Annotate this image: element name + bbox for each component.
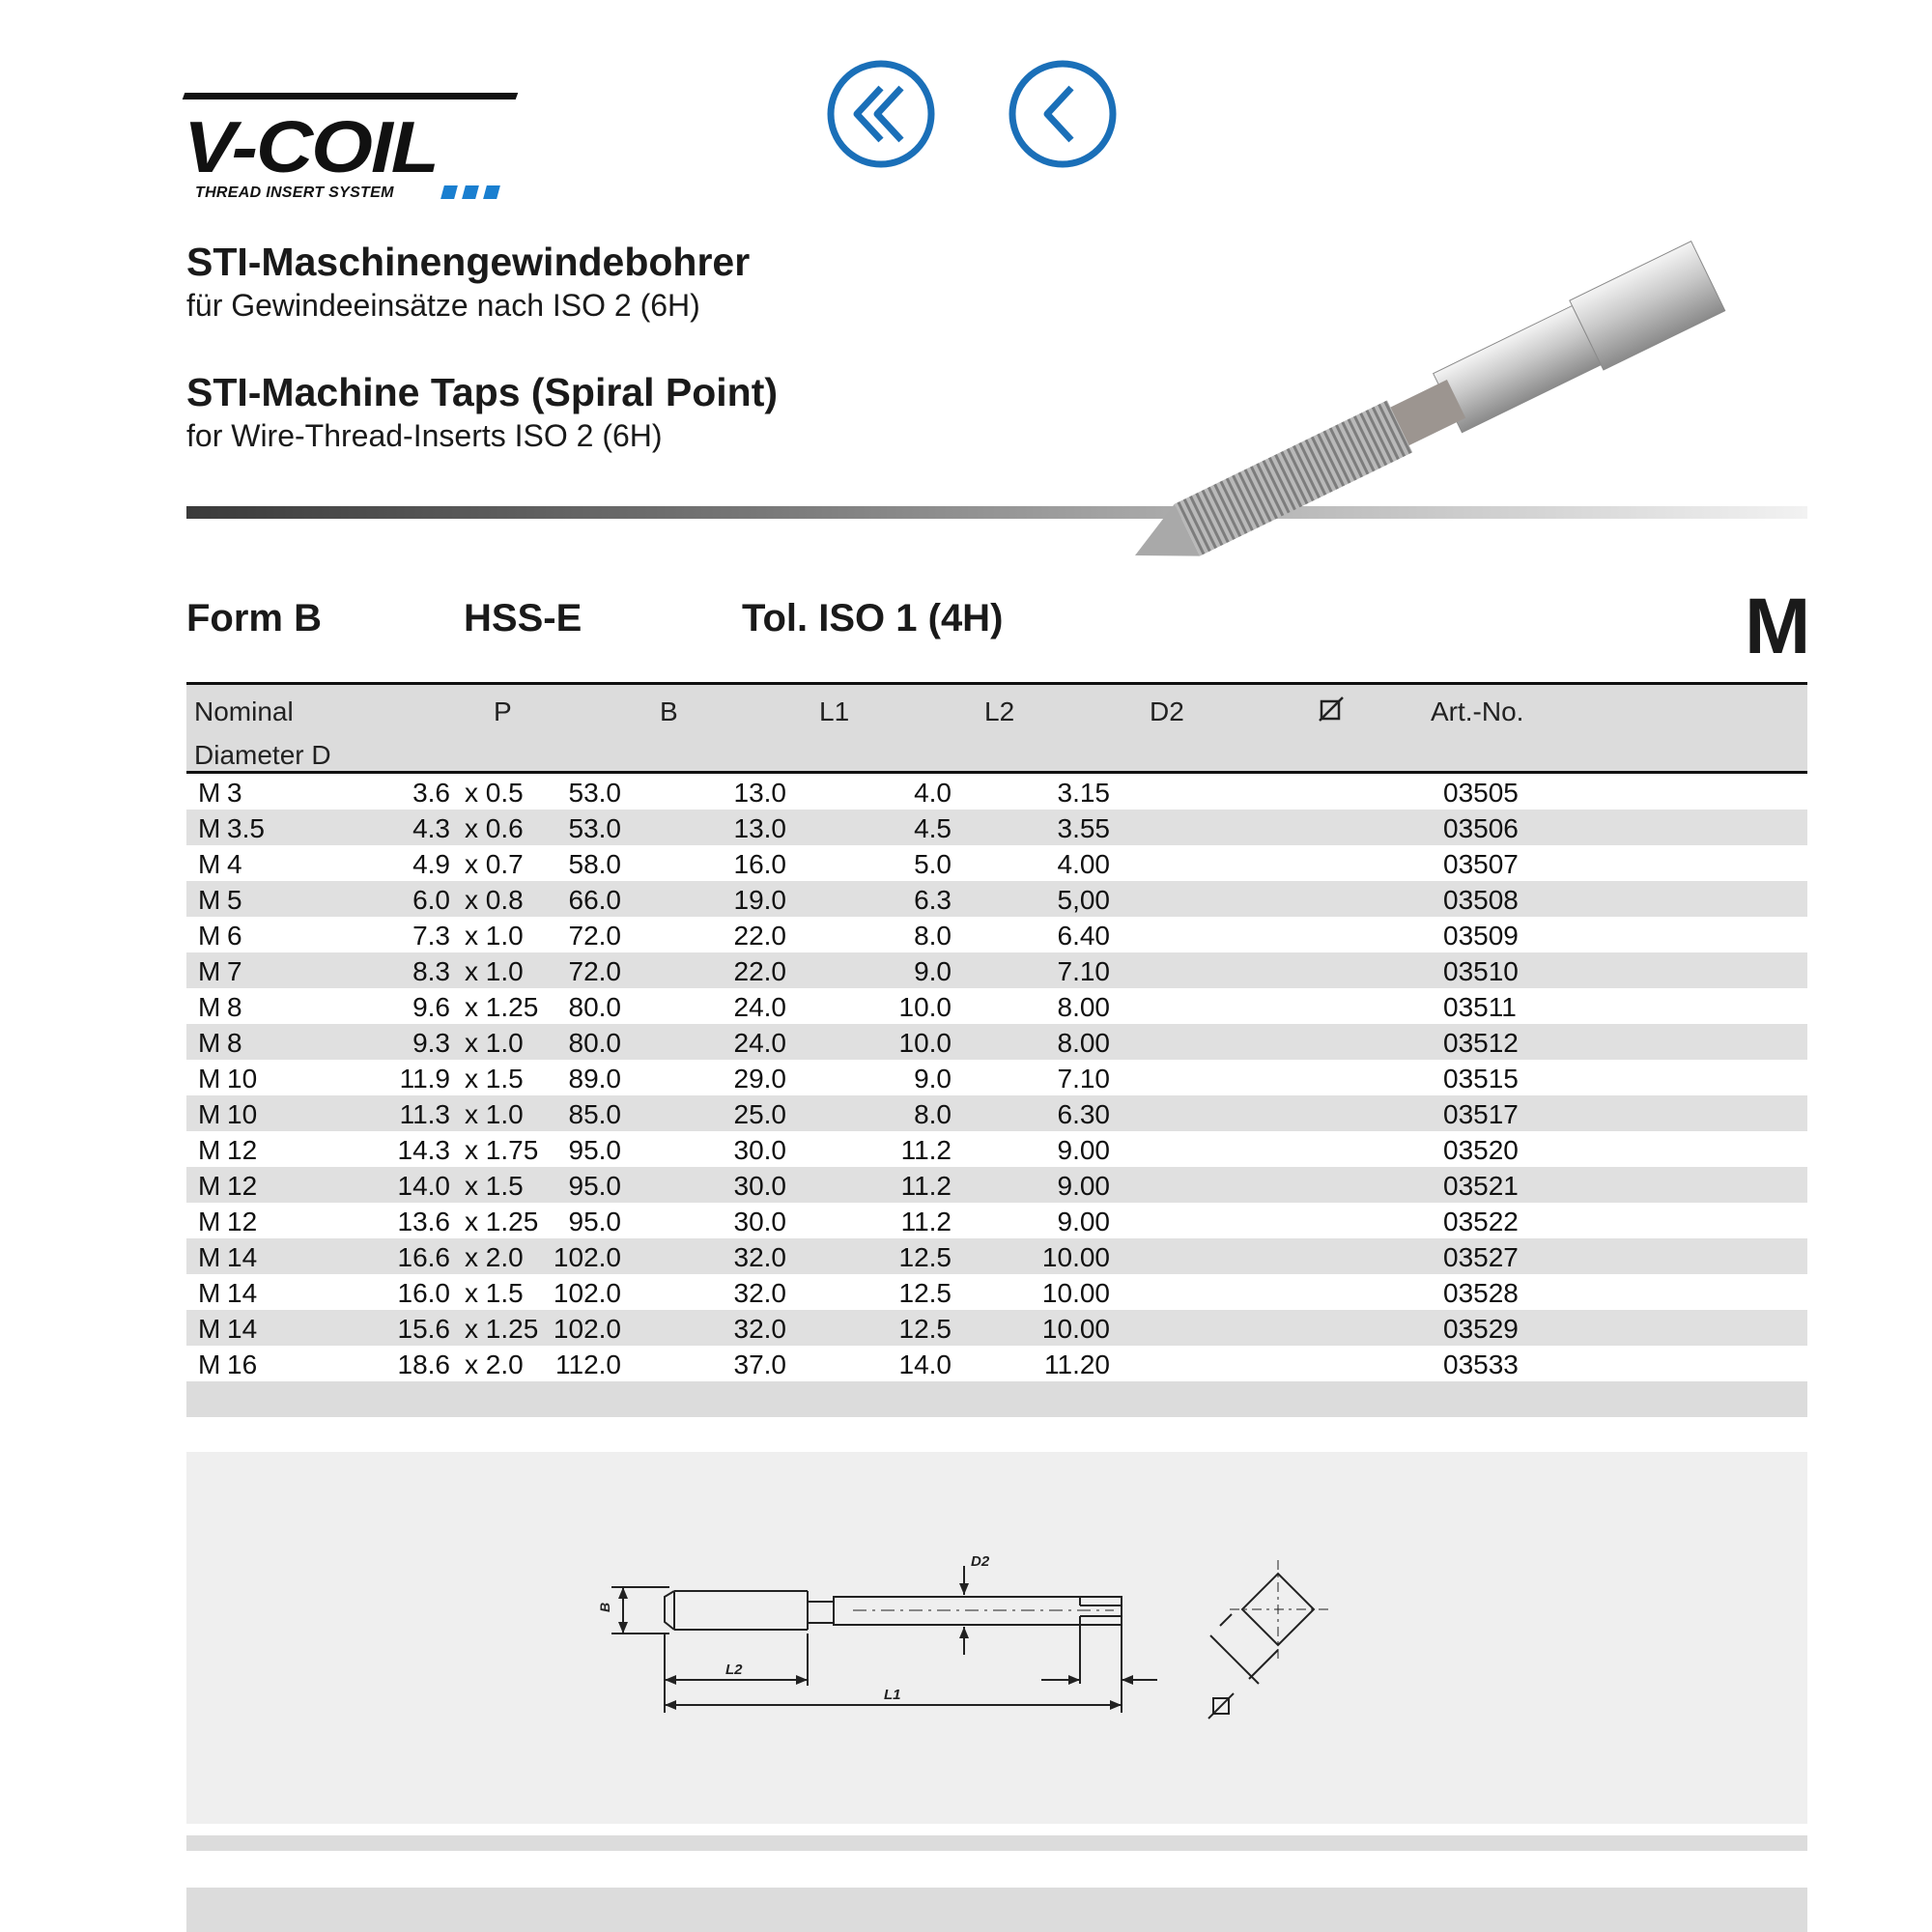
title-german: STI-Maschinengewindebohrer — [186, 240, 751, 284]
header-diameter: Diameter D — [194, 740, 331, 770]
logo-tagline: THREAD INSERT SYSTEM — [195, 185, 394, 201]
cell-b: 14.3 — [397, 1135, 450, 1165]
cell-b: 4.9 — [412, 849, 450, 879]
cell-pitch: x 1.0 — [465, 921, 524, 951]
cell-d2: 5.0 — [914, 849, 952, 879]
cell-l2: 22.0 — [733, 956, 786, 986]
cell-square: 8.00 — [1057, 1028, 1110, 1058]
cell-l2: 32.0 — [733, 1314, 786, 1344]
cell-l2: 24.0 — [733, 992, 786, 1022]
cell-square: 9.00 — [1057, 1135, 1110, 1165]
cell-b: 13.6 — [397, 1207, 450, 1236]
cell-art-no: 03508 — [1443, 885, 1519, 915]
cell-pitch: x 0.5 — [465, 778, 524, 808]
table-row — [186, 917, 1807, 952]
cell-pitch: x 1.25 — [465, 1207, 539, 1236]
drawing-label-l1: L1 — [884, 1687, 901, 1703]
spec-material: HSS-E — [464, 597, 582, 639]
cell-diameter: 4 — [227, 849, 242, 879]
cell-l2: 16.0 — [733, 849, 786, 879]
cell-l1: 95.0 — [568, 1135, 621, 1165]
table-row — [186, 1131, 1807, 1167]
header-p: P — [494, 696, 512, 726]
cell-d2: 8.0 — [914, 1099, 952, 1129]
drawing-label-l2: L2 — [725, 1662, 743, 1678]
cell-m: M — [198, 849, 221, 879]
cell-d2: 10.0 — [898, 1028, 952, 1058]
cell-m: M — [198, 885, 221, 915]
cell-d2: 11.2 — [900, 1207, 952, 1236]
cell-b: 14.0 — [397, 1171, 450, 1201]
logo-squares — [442, 185, 498, 199]
header-l2: L2 — [984, 696, 1015, 726]
cell-diameter: 14 — [227, 1278, 258, 1308]
cell-l1: 58.0 — [568, 849, 621, 879]
cell-pitch: x 2.0 — [465, 1350, 524, 1379]
cell-square: 5,00 — [1057, 885, 1110, 915]
previous-page-button[interactable] — [1008, 59, 1118, 169]
cell-pitch: x 1.25 — [465, 1314, 539, 1344]
cell-square: 11.20 — [1044, 1350, 1110, 1379]
cell-l1: 80.0 — [568, 1028, 621, 1058]
cell-m: M — [198, 813, 221, 843]
cell-m: M — [198, 992, 221, 1022]
cell-l1: 102.0 — [553, 1278, 621, 1308]
first-page-button[interactable] — [826, 59, 936, 169]
table-row — [186, 1203, 1807, 1238]
cell-l1: 102.0 — [553, 1314, 621, 1344]
cell-m: M — [198, 1171, 221, 1201]
cell-art-no: 03528 — [1443, 1278, 1519, 1308]
cell-square: 9.00 — [1057, 1171, 1110, 1201]
cell-b: 4.3 — [412, 813, 450, 843]
cell-pitch: x 1.0 — [465, 1099, 524, 1129]
table-row — [186, 1024, 1807, 1060]
table-row — [186, 1060, 1807, 1095]
cell-l1: 95.0 — [568, 1171, 621, 1201]
cell-d2: 12.5 — [898, 1242, 952, 1272]
cell-l1: 89.0 — [568, 1064, 621, 1094]
header-b: B — [660, 696, 678, 726]
subtitle-german: für Gewindeeinsätze nach ISO 2 (6H) — [186, 288, 700, 323]
header-art-no: Art.-No. — [1431, 696, 1524, 726]
cell-l2: 22.0 — [733, 921, 786, 951]
cell-pitch: x 1.5 — [465, 1278, 524, 1308]
cell-m: M — [198, 1350, 221, 1379]
table-row — [186, 1167, 1807, 1203]
cell-diameter: 3.5 — [227, 813, 265, 843]
cell-diameter: 12 — [227, 1135, 258, 1165]
cell-diameter: 14 — [227, 1242, 258, 1272]
cell-square: 9.00 — [1057, 1207, 1110, 1236]
cell-square: 8.00 — [1057, 992, 1110, 1022]
cell-pitch: x 1.25 — [465, 992, 539, 1022]
cell-art-no: 03505 — [1443, 778, 1519, 808]
table-row — [186, 810, 1807, 845]
cell-square: 3.55 — [1057, 813, 1110, 843]
cell-l2: 19.0 — [733, 885, 786, 915]
cell-square: 3.15 — [1057, 778, 1110, 808]
cell-b: 8.3 — [412, 956, 450, 986]
cell-b: 3.6 — [412, 778, 450, 808]
cell-l1: 53.0 — [568, 778, 621, 808]
cell-art-no: 03520 — [1443, 1135, 1519, 1165]
cell-art-no: 03506 — [1443, 813, 1519, 843]
cell-square: 7.10 — [1057, 1064, 1110, 1094]
cell-pitch: x 2.0 — [465, 1242, 524, 1272]
cell-b: 16.6 — [397, 1242, 450, 1272]
cell-m: M — [198, 1028, 221, 1058]
drawing-label-d2: D2 — [971, 1553, 990, 1570]
cell-b: 11.9 — [399, 1064, 450, 1094]
cell-b: 16.0 — [397, 1278, 450, 1308]
cell-art-no: 03517 — [1443, 1099, 1519, 1129]
cell-diameter: 12 — [227, 1207, 258, 1236]
tap-product-image — [1130, 237, 1816, 584]
cell-pitch: x 0.8 — [465, 885, 524, 915]
table-row — [186, 1310, 1807, 1346]
cell-l1: 85.0 — [568, 1099, 621, 1129]
cell-l2: 37.0 — [733, 1350, 786, 1379]
footer-bar-bottom — [186, 1888, 1807, 1932]
cell-l1: 95.0 — [568, 1207, 621, 1236]
cell-pitch: x 1.0 — [465, 956, 524, 986]
cell-b: 15.6 — [397, 1314, 450, 1344]
cell-art-no: 03515 — [1443, 1064, 1519, 1094]
cell-diameter: 10 — [227, 1099, 258, 1129]
cell-d2: 8.0 — [914, 921, 952, 951]
cell-d2: 11.2 — [900, 1135, 952, 1165]
cell-d2: 14.0 — [898, 1350, 952, 1379]
table-footer — [186, 1381, 1807, 1417]
logo-bar — [183, 93, 519, 99]
cell-l1: 66.0 — [568, 885, 621, 915]
cell-d2: 12.5 — [898, 1314, 952, 1344]
table-row — [186, 845, 1807, 881]
cell-l2: 30.0 — [733, 1171, 786, 1201]
cell-b: 11.3 — [399, 1099, 450, 1129]
cell-l1: 72.0 — [568, 956, 621, 986]
table-row — [186, 774, 1807, 810]
cell-l1: 80.0 — [568, 992, 621, 1022]
cell-d2: 12.5 — [898, 1278, 952, 1308]
cell-l2: 24.0 — [733, 1028, 786, 1058]
cell-square: 10.00 — [1041, 1242, 1110, 1272]
cell-l1: 72.0 — [568, 921, 621, 951]
subtitle-english: for Wire-Thread-Inserts ISO 2 (6H) — [186, 418, 663, 453]
tap-table — [186, 682, 1807, 1417]
cell-m: M — [198, 921, 221, 951]
cell-l2: 32.0 — [733, 1278, 786, 1308]
cell-m: M — [198, 1064, 221, 1094]
cell-m: M — [198, 1278, 221, 1308]
logo-wordmark: V-COIL — [184, 106, 438, 188]
cell-l1: 53.0 — [568, 813, 621, 843]
cell-diameter: 10 — [227, 1064, 258, 1094]
cell-m: M — [198, 778, 221, 808]
cell-l2: 32.0 — [733, 1242, 786, 1272]
header-square-icon — [1319, 696, 1344, 728]
cell-d2: 11.2 — [900, 1171, 952, 1201]
cell-l2: 25.0 — [733, 1099, 786, 1129]
cell-d2: 9.0 — [914, 956, 952, 986]
cell-d2: 6.3 — [914, 885, 952, 915]
cell-d2: 10.0 — [898, 992, 952, 1022]
table-row — [186, 1238, 1807, 1274]
spec-tolerance: Tol. ISO 1 (4H) — [742, 597, 1004, 639]
cell-l2: 30.0 — [733, 1135, 786, 1165]
cell-d2: 9.0 — [914, 1064, 952, 1094]
table-row — [186, 1274, 1807, 1310]
cell-d2: 4.0 — [914, 778, 952, 808]
header-d2: D2 — [1150, 696, 1184, 726]
brand-logo — [184, 93, 517, 209]
cell-pitch: x 1.0 — [465, 1028, 524, 1058]
technical-drawing-panel — [186, 1452, 1807, 1824]
cell-diameter: 8 — [227, 1028, 242, 1058]
cell-diameter: 7 — [227, 956, 242, 986]
double-chevron-left-icon — [826, 59, 936, 169]
cell-diameter: 14 — [227, 1314, 258, 1344]
cell-diameter: 12 — [227, 1171, 258, 1201]
cell-art-no: 03533 — [1443, 1350, 1519, 1379]
drawing-label-b: B — [597, 1602, 612, 1612]
cell-pitch: x 0.7 — [465, 849, 524, 879]
cell-pitch: x 1.5 — [465, 1064, 524, 1094]
title-english: STI-Machine Taps (Spiral Point) — [186, 370, 779, 414]
table-body — [186, 774, 1807, 1381]
table-row — [186, 881, 1807, 917]
cell-b: 9.3 — [412, 1028, 450, 1058]
cell-l2: 29.0 — [733, 1064, 786, 1094]
cell-b: 7.3 — [412, 921, 450, 951]
table-row — [186, 1346, 1807, 1381]
cell-diameter: 3 — [227, 778, 242, 808]
cell-square: 7.10 — [1057, 956, 1110, 986]
cell-art-no: 03522 — [1443, 1207, 1519, 1236]
cell-diameter: 16 — [227, 1350, 258, 1379]
table-row — [186, 1095, 1807, 1131]
cell-art-no: 03510 — [1443, 956, 1519, 986]
cell-pitch: x 1.75 — [465, 1135, 539, 1165]
cell-b: 6.0 — [412, 885, 450, 915]
chevron-left-icon — [1008, 59, 1118, 169]
cell-square: 6.40 — [1057, 921, 1110, 951]
cell-l2: 13.0 — [733, 813, 786, 843]
header-l1: L1 — [819, 696, 850, 726]
cell-square: 10.00 — [1041, 1314, 1110, 1344]
cell-art-no: 03529 — [1443, 1314, 1519, 1344]
cell-l2: 13.0 — [733, 778, 786, 808]
tap-dimension-drawing — [186, 1452, 1807, 1824]
cell-art-no: 03511 — [1443, 992, 1517, 1022]
cell-m: M — [198, 956, 221, 986]
cell-m: M — [198, 1242, 221, 1272]
cell-square: 6.30 — [1057, 1099, 1110, 1129]
cell-square: 10.00 — [1041, 1278, 1110, 1308]
cell-pitch: x 0.6 — [465, 813, 524, 843]
cell-diameter: 8 — [227, 992, 242, 1022]
cell-l2: 30.0 — [733, 1207, 786, 1236]
cell-l1: 102.0 — [553, 1242, 621, 1272]
cell-m: M — [198, 1207, 221, 1236]
cell-art-no: 03507 — [1443, 849, 1519, 879]
cell-pitch: x 1.5 — [465, 1171, 524, 1201]
cell-art-no: 03521 — [1443, 1171, 1519, 1201]
cell-m: M — [198, 1099, 221, 1129]
cell-art-no: 03509 — [1443, 921, 1519, 951]
thread-type-letter: M — [1745, 582, 1811, 670]
cell-art-no: 03527 — [1443, 1242, 1519, 1272]
cell-art-no: 03512 — [1443, 1028, 1519, 1058]
cell-b: 18.6 — [397, 1350, 450, 1379]
cell-l1: 112.0 — [555, 1350, 621, 1379]
table-row — [186, 952, 1807, 988]
cell-diameter: 6 — [227, 921, 242, 951]
footer-bar — [186, 1835, 1807, 1851]
cell-m: M — [198, 1135, 221, 1165]
table-header — [186, 682, 1807, 774]
cell-m: M — [198, 1314, 221, 1344]
cell-diameter: 5 — [227, 885, 242, 915]
cell-square: 4.00 — [1057, 849, 1110, 879]
spec-form: Form B — [186, 597, 322, 639]
cell-b: 9.6 — [412, 992, 450, 1022]
table-row — [186, 988, 1807, 1024]
cell-d2: 4.5 — [914, 813, 952, 843]
header-nominal: Nominal — [194, 696, 294, 726]
